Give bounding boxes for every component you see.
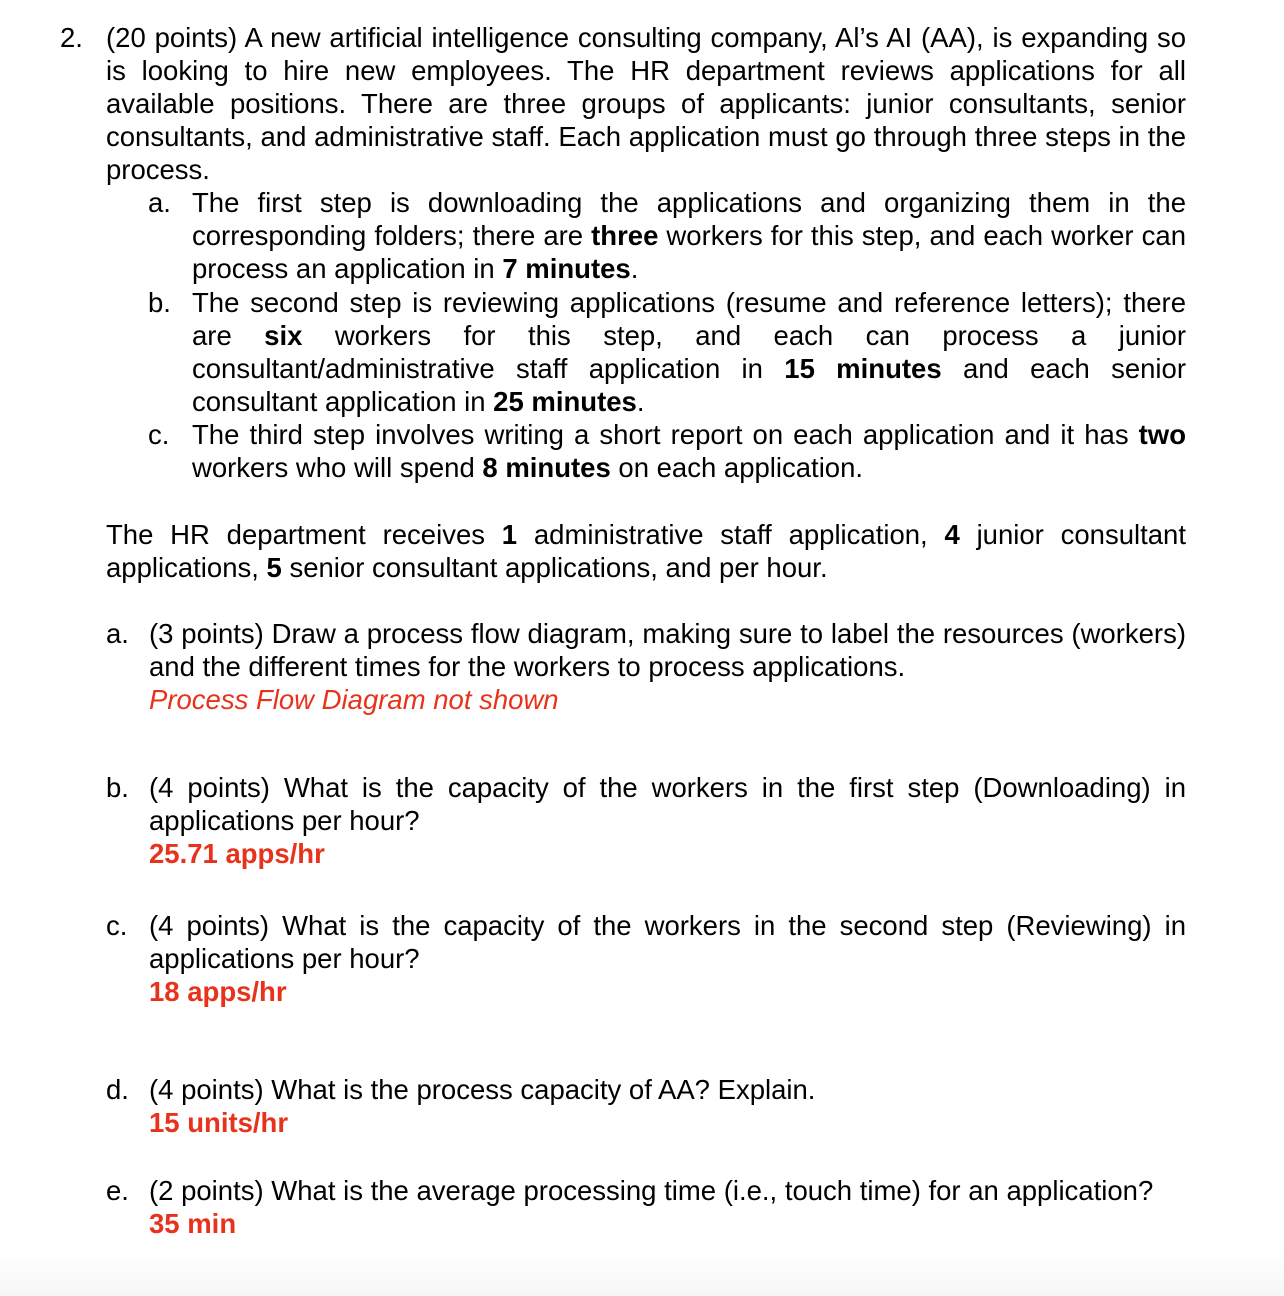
question-intro: (20 points) A new artificial intelligence consulting company, Al’s AI (AA), is expanding so is looking to hire new employees. The HR department reviews applications for all available positions. There are three groups of applicants: junior consultants, senior consultants, and administrative staff. Each application must go through three steps in the process. [106,22,1186,185]
part-a-label: a. [106,618,129,649]
hr-receives-paragraph: The HR department receives 1 administrative staff application, 4 junior consultant applications, 5 senior consultant applications, and per hour. [106,519,1186,583]
step-c-text: The third step involves writing a short report on each application and it has two workers who will spend 8 minutes on each application. [192,419,1186,483]
part-c-label: c. [106,910,128,941]
part-c-answer: 18 apps/hr [149,976,287,1007]
part-a-answer: Process Flow Diagram not shown [149,684,559,715]
part-d-text: (4 points) What is the process capacity of AA? Explain. [149,1074,816,1105]
step-b-label: b. [148,287,171,318]
part-d-label: d. [106,1074,129,1105]
part-e-question [149,1174,1186,1240]
part-d-question [149,1073,1186,1139]
part-c-text: (4 points) What is the capacity of the workers in the second step (Reviewing) in applications per hour? [149,910,1186,974]
part-e-answer: 35 min [149,1208,237,1239]
part-d-answer: 15 units/hr [149,1107,289,1138]
page-bottom-shade [0,1250,1284,1296]
part-b-answer: 25.71 apps/hr [149,838,325,869]
step-b-text: The second step is reviewing applications (resume and reference letters); there are six workers for this step, and each can process a junior consultant/administrative staff application in 15 minutes and each senior consultant application in 25 minutes. [192,287,1187,417]
part-b-question [149,771,1186,870]
part-e-label: e. [106,1175,129,1206]
question-number: 2. [60,22,83,53]
part-b-label: b. [106,772,129,803]
part-a-text: (3 points) Draw a process flow diagram, making sure to label the resources (workers) and the different times for the workers to process applications. [149,618,1186,682]
step-c-label: c. [148,419,170,450]
part-e-text: (2 points) What is the average processing time (i.e., touch time) for an application? [149,1175,1154,1206]
part-b-text: (4 points) What is the capacity of the workers in the first step (Downloading) in applications per hour? [149,772,1186,836]
part-a-question [149,617,1186,716]
part-c-question [149,909,1186,1008]
step-a-label: a. [148,187,171,218]
step-a-text: The first step is downloading the applications and organizing them in the corresponding folders; there are three workers for this step, and each worker can process an application in 7 minutes. [192,187,1186,284]
